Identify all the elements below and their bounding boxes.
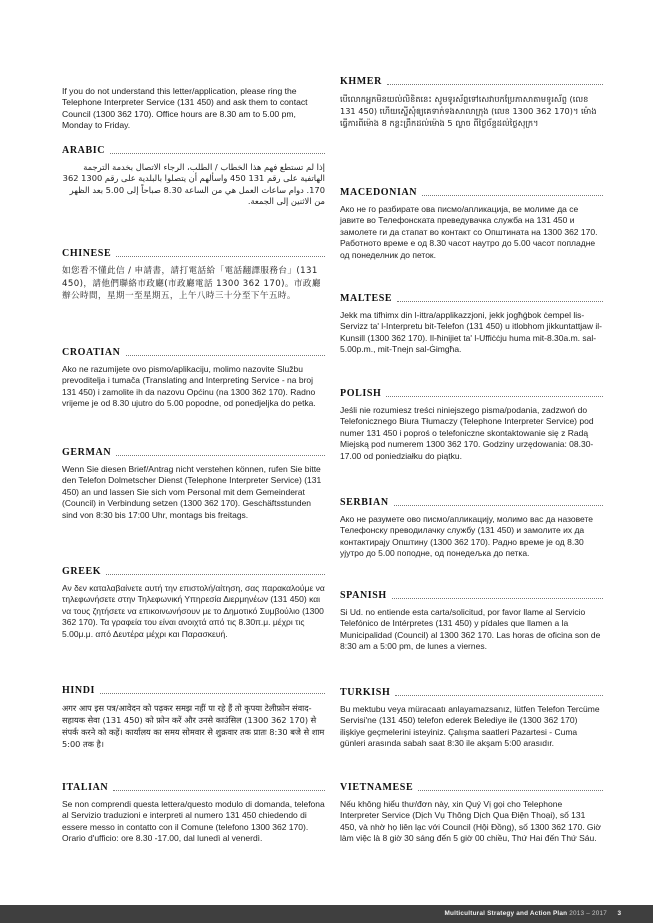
- footer-document-title: Multicultural Strategy and Action Plan 2013 – 2017: [444, 910, 607, 917]
- section-maltese: [340, 293, 603, 356]
- dotted-rule: [418, 790, 603, 791]
- footer-years: 2013 – 2017: [569, 910, 607, 917]
- page-number: 3: [617, 910, 621, 917]
- dotted-rule: [397, 301, 603, 302]
- section-text: បើលោកអ្នកមិនយល់លិខិតនេះ សូមទូរស័ព្ទទៅសេវាបកប្រែភាសាតាមទូរស័ព្ទ (លេខ 131 450) ហើយស្នើសុំឲ្យគេទាក់ទងសាលាក្រុង (លេខ 1300 362 170)។ ម៉ោងធ្វើការពីម៉ោង 8 កន្លះព្រឹកដល់ម៉ោង 5 ល្ងាច ពីថ្ងៃច័ន្ទដល់ថ្ងៃសុក្រ។: [340, 94, 597, 128]
- section-german: [62, 447, 325, 521]
- section-text: Bu mektubu veya müracaatı anlayamazsanız, lütfen Telefon Tercüme Servisi'ne (131 450) telefon ederek Belediye ile (1300 362 170) ilişkiye geçmelerini isteyiniz. Çalışma saatleri Pazartesi - Cuma günleri arasında sabah saat 8:30 ile akşam 5:00 arasıdır.: [340, 704, 600, 749]
- section-hindi: [62, 685, 325, 750]
- section-text: Wenn Sie diesen Brief/Antrag nicht verstehen können, rufen Sie bitte den Telefon Dolmetscher Dienst (Telephone Interpreter Service) (131 450) an und lassen Sie sich vom Personal mit dem Gemeinderat (Council) in Verbindung setzen (1300 362 170). Geschäftsstunden sind von 8:30 bis 17:00 Uhr, montags bis freitags.: [62, 464, 322, 520]
- section-text: Se non comprendi questa lettera/questo modulo di domanda, telefona al Servizio traduzioni e interpreti al numero 131 450 chiedendo di essere messo in contatto con il Comune (telefono 1300 362 170). Orario d'ufficio: ore 8.30 -17.00, dal lunedì al venerdì.: [62, 799, 325, 844]
- section-heading: SERBIAN: [340, 497, 603, 508]
- dotted-rule: [110, 153, 325, 154]
- section-text: Nếu không hiểu thư/đơn này, xin Quý Vị gọi cho Telephone Interpreter Service (Dịch Vụ Thông Dịch Qua Điện Thoại), số 131 450, và nhờ họ liên lạc với Council (Hội Đồng), số 1300 362 170. Giờ làm việc là 8 giờ 30 sáng đến 5 giờ 00 chiều, Thứ Hai đến Thứ Sáu.: [340, 799, 602, 844]
- section-text: अगर आप इस पत्र/आवेदन को पढ़कर समझ नहीं पा रहे हैं तो कृपया टेलीफ़ोन संवाद-सहायक सेवा (131 450) को फ़ोन करें और उनसे काउंसिल (1300 362 170) से संपर्क करने को कहें। कार्यालय का समय सोमवार से शुक्रवार तक प्रातः 8:30 बजे से शाम 5:00 तक है।: [62, 703, 325, 749]
- section-heading: GREEK: [62, 566, 325, 577]
- section-serbian: [340, 497, 603, 560]
- section-text: Jeśli nie rozumiesz treści niniejszego pisma/podania, zadzwoń do Telefonicznego Biura Tłumaczy (Telephone Interpreter Service) pod numer 131 450 i poproś o telefoniczne skontaktowanie się z Radą Miejską pod numerem 1300 362 170. Godziny urzędowania: 08.30-17.00 od poniedziałku do piątku.: [340, 405, 594, 461]
- section-heading: GERMAN: [62, 447, 325, 458]
- section-heading: ITALIAN: [62, 782, 325, 793]
- section-heading: MACEDONIAN: [340, 187, 603, 198]
- dotted-rule: [113, 790, 325, 791]
- section-italian: [62, 782, 325, 845]
- section-heading: VIETNAMESE: [340, 782, 603, 793]
- section-text: Ако не го разбирате ова писмо/апликација, ве молиме да се јавите во Телефонската преведувачка служба на 131 450 и замолете ги да стапат во контакт со Општината на 1300 362 170. Работното време е од 8.30 часот наутро до 5.00 часот попладне од понеделник до петок.: [340, 204, 598, 260]
- section-text: Jekk ma tifhimx din l-ittra/applikazzjoni, jekk jogħġbok ċempel lis-Servizz ta' l-Interpretu bit-Telefon (131 450) u itlobhom jikkuntattjaw il-Kunsill (1300 362 170). Il-ħinijiet ta' l-Uffiċċju huma mit-8.30a.m. sal-5.00p.m., mit-Tnejn sal-Ġimgħa.: [340, 310, 602, 355]
- section-croatian: [62, 347, 325, 410]
- section-heading: SPANISH: [340, 590, 603, 601]
- section-arabic: [62, 145, 325, 208]
- section-greek: [62, 566, 325, 640]
- section-khmer: [340, 76, 603, 129]
- dotted-rule: [116, 256, 325, 257]
- section-text: Si Ud. no entiende esta carta/solicitud, por favor llame al Servicio Telefónico de Intérpretes (131 450) y pídales que llamen a la Municipalidad (Council) al 1300 362 170. Las horas de oficina son de 8:30 am a 5:00 pm, de lunes a viernes.: [340, 607, 601, 652]
- intro-paragraph: If you do not understand this letter/application, please ring the Telephone Interpreter Service (131 450) and ask them to contact Council (1300 362 170). Office hours are 8.30 am to 5.00 pm, Monday to Friday.: [62, 86, 308, 131]
- section-vietnamese: [340, 782, 603, 845]
- section-text: 如您看不懂此信 / 申請書，請打電話給「電話翻譯服務台」(131 450)，請他們聯絡市政廳(市政廳電話 1300 362 170)。市政廳辦公時間，星期一至星期五，上午八時三十分至下午五時。: [62, 266, 321, 302]
- section-spanish: [340, 590, 603, 653]
- section-heading: TURKISH: [340, 687, 603, 698]
- dotted-rule: [126, 355, 325, 356]
- dotted-rule: [106, 574, 325, 575]
- section-turkish: [340, 687, 603, 750]
- section-heading: HINDI: [62, 685, 325, 696]
- section-heading: KHMER: [340, 76, 603, 87]
- section-heading: CHINESE: [62, 248, 325, 259]
- section-text: Ako ne razumijete ovo pismo/aplikaciju, molimo nazovite Službu prevoditelja i tumača (Translating and Interpreting Service - na broj 131 450) i zamolite ih da nazovu Općinu (na 1300 362 170). Radno vrijeme je od 8.30 ujutro do 5.00 popodne, od ponedjeljka do petka.: [62, 364, 316, 409]
- section-heading: CROATIAN: [62, 347, 325, 358]
- dotted-rule: [387, 84, 603, 85]
- section-text: Αν δεν καταλαβαίνετε αυτή την επιστολή/αίτηση, σας παρακαλούμε να τηλεφωνήσετε στην Τηλεφωνική Υπηρεσία Διερμηνέων (131 450) και να τους ζητήσετε να επικοινωνήσουν με το Δημοτικό Συμβούλιο (1300 362 170). Τα γραφεία του είναι ανοιχτά από τις 8.30π.μ. μέχρι τις 5.00μ.μ. από Δευτέρα μέχρι και Παρασκευή.: [62, 583, 325, 639]
- section-text: إذا لم تستطع فهم هذا الخطاب / الطلب، الرجاء الاتصال بخدمة الترجمة الهاتفية على رقم 131 450 واسألهم أن يتصلوا بالبلدية على رقم 1300 362 170. دوام ساعات العمل هي من الساعة 8.30 صباحاً إلى 5.00 بعد الظهر من الاثنين إلى الجمعة.: [62, 162, 325, 207]
- section-macedonian: [340, 187, 603, 261]
- dotted-rule: [395, 695, 603, 696]
- dotted-rule: [394, 505, 603, 506]
- section-heading: MALTESE: [340, 293, 603, 304]
- section-heading: POLISH: [340, 388, 603, 399]
- section-chinese: [62, 248, 325, 303]
- section-heading: ARABIC: [62, 145, 325, 156]
- dotted-rule: [116, 455, 325, 456]
- dotted-rule: [392, 598, 603, 599]
- page-footer: [0, 905, 653, 923]
- section-polish: [340, 388, 603, 462]
- dotted-rule: [386, 396, 603, 397]
- dotted-rule: [100, 693, 325, 694]
- section-text: Ако не разумете ово писмо/апликацију, молимо вас да назовете Телефонску преводилачку службу (131 450) и замолите их да контактирају Општину (1300 362 170). Радно време је од 8.30 ујутро до 5.00 поподне, од понедељка до петка.: [340, 514, 593, 559]
- dotted-rule: [422, 195, 603, 196]
